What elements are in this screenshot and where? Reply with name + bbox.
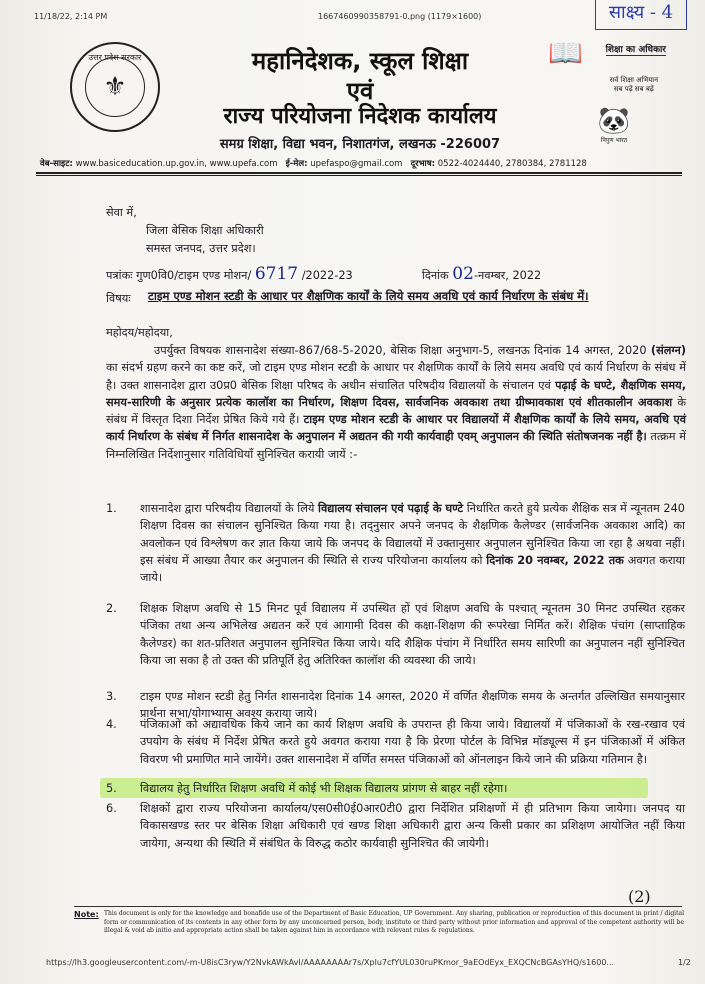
print-filename: 1667460990358791-0.png (1179×1600) [318,12,482,21]
reference-number-handwritten: 6717 [254,264,299,284]
list-item: शिक्षकों द्वारा राज्य परियोजना कार्यालय/एस0सी0ई0आर0टी0 द्वारा निर्देशित प्रशिक्षणों में ही प्रतिभाग किया जायेगा। जनपद या विकासखण्ड स्तर पर बेसिक शिक्षा अधिकारी एवं खण्ड शिक्षा अधिकारी द्वारा अन्य किसी प्रकार का प्रशिक्षण आयोजित नहीं किया जायेगा, अन्यथा की स्थिति में संबंधित के विरुद्ध कठोर कार्यवाही सुनिश्चित की जायेगी। [140,802,685,850]
email-value: upefaspo@gmail.com [310,159,403,169]
book-reader-icon: 📖 [548,36,583,69]
letterhead-address: समग्र शिक्षा, विद्या भवन, निशातगंज, लखनऊ -226007 [219,137,501,152]
addressee-line3: समस्त जनपद, उत्तर प्रदेश। [146,242,256,255]
handwritten-page-mark: (2) [628,887,651,906]
email-label: ई-मेल: [285,159,308,169]
nipun-caption: निपुण भारत [600,137,628,144]
nipun-mascot-icon: 🐼 [597,106,631,136]
handwritten-exhibit-mark: साक्ष्य - 4 [595,0,687,30]
intro-text-a: उपर्युक्त विषयक शासनादेश संख्या-867/68-5-2020, बेसिक शिक्षा अनुभाग-5, लखनऊ दिनांक 14 अगस्त, 2020 [154,344,651,357]
subject-text: टाइम एण्ड मोशन स्टडी के आधार पर शैक्षणिक कार्यों के लिये समय अवधि एवं कार्य निर्धारण के संबंध में। [148,289,589,303]
list-item: टाइम एण्ड मोशन स्टडी हेतु निर्गत शासनादेश दिनांक 14 अगस्त, 2020 में वर्णित शैक्षणिक समय के अन्तर्गत उल्लिखित समयानुसार प्रार्थना सभा/योगाभ्यास अवश्य कराया जाये। [140,690,685,721]
letterhead-title-line3: राज्य परियोजना निदेशक कार्यालय [223,104,497,129]
print-date: 11/18/22, 2:14 PM [34,12,108,21]
website-value: www.basiceducation.up.gov.in, www.upefa.com [75,159,278,169]
letterhead-title-line1: महानिदेशक, स्कूल शिक्षा [251,47,469,75]
date-handwritten: 02 [452,264,474,284]
reference-line [106,266,686,284]
item1-text-e: अवगत कराया जाये। [140,553,685,585]
item1-bold-b: विद्यालय संचालन एवं पढ़ाई के घण्टे [318,502,464,515]
subject-label: विषयः [106,292,131,305]
list-item-number: 4. [106,718,117,731]
intro-text-e: के संबंध में विस्तृत दिशा निर्देश प्रेषित किये गये हैं। [106,395,686,427]
addressee-line1: सेवा में, [106,206,137,219]
phone-label: दूरभाष: [410,159,436,169]
ssa-slogan-line1: सर्व शिक्षा अभियान [609,76,658,84]
print-page-number: 1/2 [678,958,691,967]
reference-prefix: पत्रांकः गुण0वि0/टाइम एण्ड मोशन/ [106,269,252,282]
ssa-slogan-line2: सब पढ़ें सब बढ़ें [613,85,654,93]
nipun-bharat-logo [592,106,636,150]
letterhead-title-line2: एवं [346,77,374,105]
letterhead-contact-line [40,158,680,169]
attachment-mark: (संलग्न) [650,344,686,357]
list-item [140,500,685,586]
confidentiality-note: This document is only for the knowledge and bonafide use of the Department of Basic Education, UP Government. Any sharing, publication or reproduction of this document in print / digital form or communication of its contents in any other form by any unconcerned person, body, institute or third party without prior information and approval of the competent authority will be illegal & void ab initio and appropriate action shall be taken against him in accordance with relevant rules & regulations. [104,910,684,934]
ssa-slogan [610,76,658,94]
item1-text-c: निर्धारित करते हुये प्रत्येक शैक्षिक सत्र में न्यूनतम 240 शिक्षण दिवस का संचालन सुनिश्चित किया गया है। तद्नुसार अपने जनपद के शैक्षणिक कैलेण्डर (सार्वजनिक अवकाश आदि) का अवलोकन एवं विश्लेषण कर ज्ञात किया जाये कि जनपद के विद्यालयों में उक्तानुसार अनुपालन सुनिश्चित किया जा रहा है अथवा नहीं। इस संबंध में आख्या तैयार कर अनुपालन की स्थिति से राज्य परियोजना कार्यालय को [140,502,685,567]
intro-text-bold-d: पढ़ाई के घण्टे, शैक्षणिक समय, समय-सारिणी के अनुसार प्रत्येक कालॉश का निर्धारण, शिक्षण दिवस, सार्वजनिक अवकाश तथा ग्रीष्मावकाश एवं शीतकालीन अवकाश [106,378,686,409]
list-item-number: 5. [106,782,117,795]
date-prefix: दिनांक [421,269,449,282]
item1-bold-d: दिनांक 20 नवम्बर, 2022 तक [486,553,624,567]
salutation: महोदय/महोदया, [106,326,173,339]
up-government-seal [70,42,160,132]
note-divider [74,906,682,907]
rte-logo [548,36,668,106]
note-label: Note: [74,910,99,919]
browser-print-footer-url: https://lh3.googleusercontent.com/-m-U8isC3ryw/Y2NvkAWkAvI/AAAAAAAAr7s/Xplu7cfYUL030ruPKmor_9aEOdEyx_EXQCNcBGAsYHQ/s1600... [46,958,615,967]
addressee-line2: जिला बेसिक शिक्षा अधिकारी [146,224,264,237]
website-label: वेब-साइट: [40,159,73,169]
date-suffix: -नवम्बर, 2022 [473,269,542,282]
list-item-number: 2. [106,602,117,615]
list-item: पंजिकाओं को अद्यावधिक किये जाने का कार्य शिक्षण अवधि के उपरान्त ही किया जाये। विद्यालयों में पंजिकाओं के रख-रखाव एवं उपयोग के संबंध में निर्देश प्रेषित करते हुये अवगत कराया गया है कि प्रेरणा पोर्टल के विभिन्न मॉड्यूल्स में इन पंजिकाओं में अंकित विवरण भी प्रमाणित माने जायेंगे। उक्त शासनादेश में वर्णित समस्त पंजिकाओं को ऑनलाइन किये जाने की प्रक्रिया गतिमान है। [140,718,685,766]
item1-text-a: शासनादेश द्वारा परिषदीय विद्यालयों के लिये [140,502,319,515]
reference-year: /2022-23 [301,269,353,282]
seal-emblem-icon: ⚜ [85,57,145,117]
list-item-highlighted: विद्यालय हेतु निर्धारित शिक्षण अवधि में कोई भी शिक्षक विद्यालय प्रांगण से बाहर नहीं रहेगा। [140,782,508,795]
rte-label: शिक्षा का अधिकार [606,42,666,56]
letterhead-rule-thin [36,175,682,176]
letterhead-rule [36,172,682,174]
intro-paragraph [106,342,686,463]
intro-text-c: का संदर्भ ग्रहण करने का कष्ट करें, जो टाइम एण्ड मोशन स्टडी के आधार पर शैक्षणिक कार्यों के लिये समय अवधि एवं कार्य निर्धारण के संबंध में है। उक्त शासनादेश द्वारा उ0प्र0 बेसिक शिक्षा परिषद के अधीन संचालित परिषदीय विद्यालयों के संचालन एवं [106,361,686,392]
list-item-number: 1. [106,502,117,515]
phone-value: 0522-4024440, 2780384, 2781128 [437,159,587,169]
list-item: शिक्षक शिक्षण अवधि से 15 मिनट पूर्व विद्यालय में उपस्थित हों एवं शिक्षण अवधि के पश्चात् न्यूनतम 30 मिनट उपस्थित रहकर पंजिका तथा अन्य अभिलेख अद्यतन करें एवं आगामी दिवस की कक्षा-शिक्षण की रूपरेखा निर्मित करें। शैक्षिक पंचांग (साप्ताहिक कैलेण्डर) का शत-प्रतिशत अनुपालन सुनिश्चित किया जाये। यदि शैक्षिक पंचांग में निर्धारित समय सारिणी का अनुपालन नहीं सुनिश्चित किया जा सका है तो उक्त की प्रतिपूर्ति हेतु अतिरिक्त कालॉश की व्यवस्था की जाये। [140,602,685,667]
intro-text-g: तत्क्रम में निम्नलिखित निर्देशानुसार गतिविधियाँ सुनिश्चित करायी जायें :- [106,430,686,461]
seal-text: उत्तर प्रदेश सरकार [88,53,142,62]
intro-text-bold-f: टाइम एण्ड मोशन स्टडी के आधार पर विद्यालयों में शैक्षणिक कार्यों के लिये समय, अवधि एवं कार्य निर्धारण के संबंध में निर्गत शासनादेश के अनुपालन में अद्यतन की गयी कार्यवाही एवम् अनुपालन की स्थिति संतोषजनक नहीं है। [106,413,686,444]
list-item-number: 3. [106,690,117,703]
list-item-number: 6. [106,802,117,815]
